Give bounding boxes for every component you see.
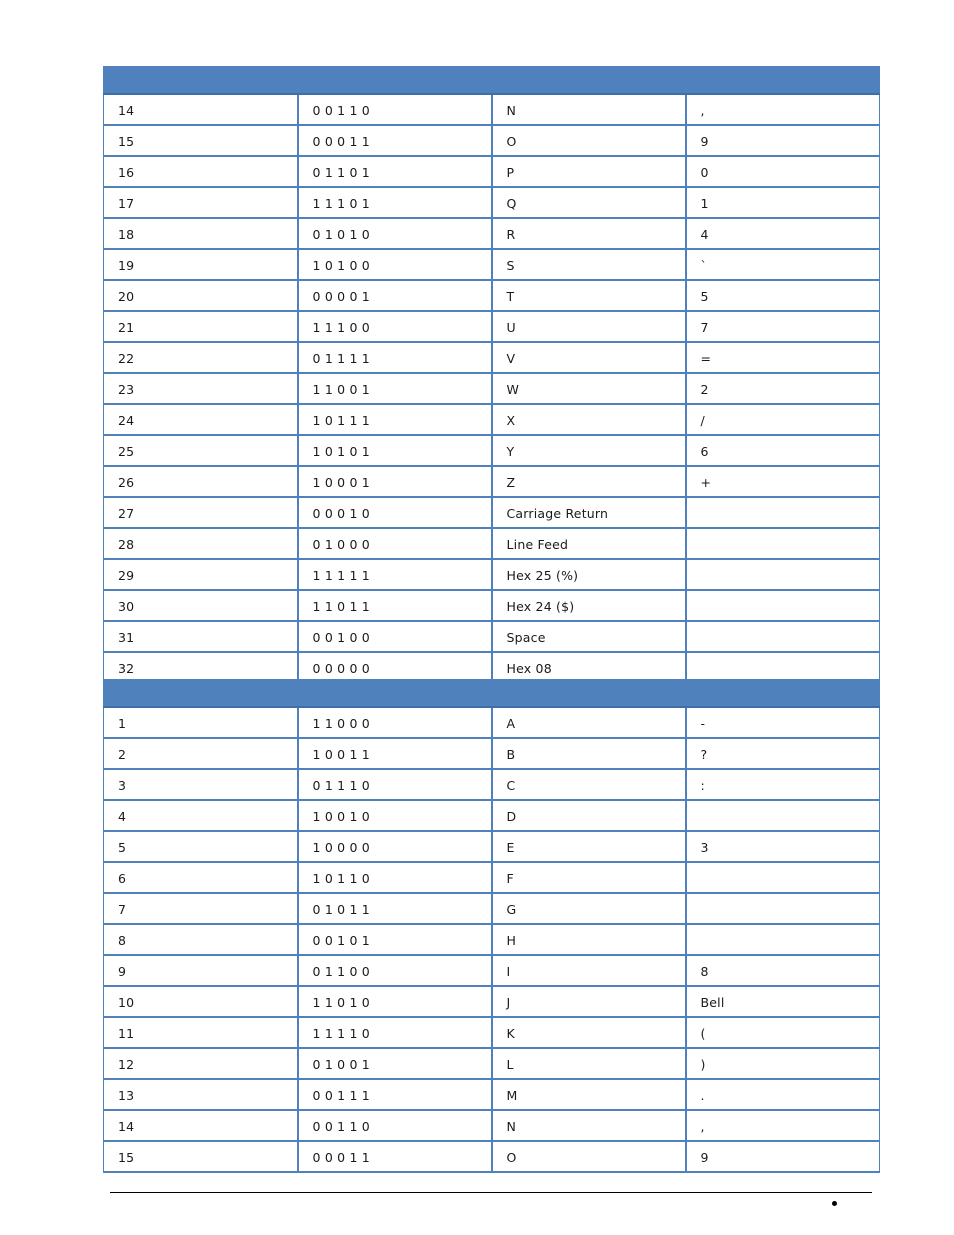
bit-pattern-cell: 1 1 0 0 0: [298, 707, 492, 738]
code-number-cell: 2: [104, 738, 298, 769]
table-row: [104, 1110, 880, 1141]
letters-cell: T: [492, 280, 686, 311]
code-number-cell: 17: [104, 187, 298, 218]
letters-cell: U: [492, 311, 686, 342]
bit-pattern-cell: 0 1 1 1 1: [298, 342, 492, 373]
bit-pattern-cell: 0 1 0 0 0: [298, 528, 492, 559]
letters-cell: H: [492, 924, 686, 955]
letters-cell: N: [492, 94, 686, 125]
bit-pattern-cell: 0 0 1 1 1: [298, 1079, 492, 1110]
letters-cell: A: [492, 707, 686, 738]
code-number-cell: 24: [104, 404, 298, 435]
figures-cell: /: [686, 404, 880, 435]
figures-cell: [686, 497, 880, 528]
figures-cell: 9: [686, 125, 880, 156]
table-row: [104, 893, 880, 924]
figures-cell: [686, 559, 880, 590]
bit-pattern-cell: 1 1 1 1 0: [298, 1017, 492, 1048]
table-row: [104, 342, 880, 373]
bit-pattern-cell: 0 0 1 0 1: [298, 924, 492, 955]
letters-cell: O: [492, 125, 686, 156]
letters-cell: V: [492, 342, 686, 373]
code-number-cell: 4: [104, 800, 298, 831]
bit-pattern-cell: 1 0 0 0 0: [298, 831, 492, 862]
bit-pattern-cell: 1 0 1 1 1: [298, 404, 492, 435]
table-row: [104, 924, 880, 955]
table-row: [104, 187, 880, 218]
table-row: [104, 986, 880, 1017]
bit-pattern-cell: 1 1 0 0 1: [298, 373, 492, 404]
table-row: [104, 404, 880, 435]
code-number-cell: 9: [104, 955, 298, 986]
table-row: [104, 955, 880, 986]
letters-cell: Y: [492, 435, 686, 466]
figures-cell: 0: [686, 156, 880, 187]
bit-pattern-cell: 1 1 0 1 1: [298, 590, 492, 621]
letters-cell: E: [492, 831, 686, 862]
table-row: [104, 373, 880, 404]
letters-cell: X: [492, 404, 686, 435]
table-row: [104, 800, 880, 831]
code-number-cell: 21: [104, 311, 298, 342]
header-cell: [104, 680, 298, 708]
letters-cell: Space: [492, 621, 686, 652]
table-row: [104, 738, 880, 769]
figures-cell: 5: [686, 280, 880, 311]
bit-pattern-cell: 1 1 1 1 1: [298, 559, 492, 590]
code-number-cell: 18: [104, 218, 298, 249]
table-row: [104, 831, 880, 862]
letters-cell: C: [492, 769, 686, 800]
table-row: [104, 621, 880, 652]
table-row: [104, 528, 880, 559]
code-number-cell: 5: [104, 831, 298, 862]
code-number-cell: 30: [104, 590, 298, 621]
code-number-cell: 25: [104, 435, 298, 466]
table-row: [104, 497, 880, 528]
letters-cell: Line Feed: [492, 528, 686, 559]
figures-cell: Bell: [686, 986, 880, 1017]
code-number-cell: 15: [104, 125, 298, 156]
table-row: [104, 559, 880, 590]
code-number-cell: 16: [104, 156, 298, 187]
figures-cell: 6: [686, 435, 880, 466]
code-number-cell: 14: [104, 94, 298, 125]
table-header-row: [104, 680, 880, 708]
figures-cell: 1: [686, 187, 880, 218]
letters-cell: W: [492, 373, 686, 404]
code-number-cell: 11: [104, 1017, 298, 1048]
letters-cell: Hex 24 ($): [492, 590, 686, 621]
code-number-cell: 10: [104, 986, 298, 1017]
figures-cell: ,: [686, 94, 880, 125]
table-row: [104, 218, 880, 249]
code-number-cell: 15: [104, 1141, 298, 1172]
header-cell: [686, 680, 880, 708]
code-number-cell: 7: [104, 893, 298, 924]
letters-cell: N: [492, 1110, 686, 1141]
table-row: [104, 94, 880, 125]
letters-cell: Carriage Return: [492, 497, 686, 528]
table-row: [104, 1079, 880, 1110]
figures-cell: [686, 621, 880, 652]
header-cell: [104, 67, 298, 95]
figures-cell: [686, 924, 880, 955]
table-row: [104, 1048, 880, 1079]
letters-cell: L: [492, 1048, 686, 1079]
footer-bullet-icon: [832, 1201, 837, 1206]
figures-cell: 3: [686, 831, 880, 862]
code-number-cell: 28: [104, 528, 298, 559]
bit-pattern-cell: 0 0 1 1 0: [298, 94, 492, 125]
table-row: [104, 466, 880, 497]
bit-pattern-cell: 1 0 0 1 0: [298, 800, 492, 831]
bit-pattern-cell: 1 0 0 1 1: [298, 738, 492, 769]
bit-pattern-cell: 1 0 1 0 1: [298, 435, 492, 466]
letters-cell: O: [492, 1141, 686, 1172]
code-number-cell: 6: [104, 862, 298, 893]
bit-pattern-cell: 0 0 1 0 0: [298, 621, 492, 652]
figures-cell: [686, 528, 880, 559]
letters-cell: G: [492, 893, 686, 924]
figures-cell: 9: [686, 1141, 880, 1172]
code-number-cell: 29: [104, 559, 298, 590]
figures-cell: `: [686, 249, 880, 280]
figures-cell: ,: [686, 1110, 880, 1141]
code-number-cell: 23: [104, 373, 298, 404]
figures-cell: 4: [686, 218, 880, 249]
code-number-cell: 12: [104, 1048, 298, 1079]
bit-pattern-cell: 0 0 1 1 0: [298, 1110, 492, 1141]
bit-pattern-cell: 1 1 1 0 1: [298, 187, 492, 218]
table-row: [104, 1141, 880, 1172]
table-row: [104, 1017, 880, 1048]
bit-pattern-cell: 0 1 1 0 1: [298, 156, 492, 187]
table-row: [104, 435, 880, 466]
figures-cell: :: [686, 769, 880, 800]
bit-pattern-cell: 0 0 0 1 1: [298, 1141, 492, 1172]
table-row: [104, 156, 880, 187]
bit-pattern-cell: 0 1 0 0 1: [298, 1048, 492, 1079]
letters-cell: S: [492, 249, 686, 280]
header-cell: [492, 67, 686, 95]
figures-cell: 2: [686, 373, 880, 404]
letters-cell: M: [492, 1079, 686, 1110]
figures-cell: ?: [686, 738, 880, 769]
figures-cell: -: [686, 707, 880, 738]
baudot-code-table-continued: [103, 66, 880, 684]
bit-pattern-cell: 1 0 0 0 1: [298, 466, 492, 497]
table-row: [104, 590, 880, 621]
figures-cell: [686, 800, 880, 831]
header-cell: [492, 680, 686, 708]
letters-cell: I: [492, 955, 686, 986]
code-number-cell: 20: [104, 280, 298, 311]
code-number-cell: 13: [104, 1079, 298, 1110]
table-row: [104, 125, 880, 156]
header-cell: [686, 67, 880, 95]
bit-pattern-cell: 0 1 0 1 1: [298, 893, 492, 924]
letters-cell: R: [492, 218, 686, 249]
letters-cell: D: [492, 800, 686, 831]
table-header-row: [104, 67, 880, 95]
letters-cell: Hex 25 (%): [492, 559, 686, 590]
table-row: [104, 280, 880, 311]
figures-cell: [686, 590, 880, 621]
header-cell: [298, 67, 492, 95]
bit-pattern-cell: 0 0 0 0 1: [298, 280, 492, 311]
table-row: [104, 249, 880, 280]
figures-cell: =: [686, 342, 880, 373]
bit-pattern-cell: 0 0 0 0 0: [298, 652, 492, 683]
code-number-cell: 1: [104, 707, 298, 738]
bit-pattern-cell: 1 1 0 1 0: [298, 986, 492, 1017]
letters-cell: Q: [492, 187, 686, 218]
letters-cell: J: [492, 986, 686, 1017]
letters-cell: Hex 08: [492, 652, 686, 683]
code-number-cell: 32: [104, 652, 298, 683]
code-number-cell: 3: [104, 769, 298, 800]
header-cell: [298, 680, 492, 708]
figures-cell: .: [686, 1079, 880, 1110]
table-row: [104, 707, 880, 738]
bit-pattern-cell: 0 0 0 1 0: [298, 497, 492, 528]
baudot-code-table: [103, 679, 880, 1173]
letters-cell: Z: [492, 466, 686, 497]
bit-pattern-cell: 1 0 1 0 0: [298, 249, 492, 280]
figures-cell: 8: [686, 955, 880, 986]
letters-cell: F: [492, 862, 686, 893]
figures-cell: ): [686, 1048, 880, 1079]
figures-cell: [686, 862, 880, 893]
bit-pattern-cell: 0 1 1 1 0: [298, 769, 492, 800]
bit-pattern-cell: 0 1 1 0 0: [298, 955, 492, 986]
letters-cell: K: [492, 1017, 686, 1048]
table-row: [104, 862, 880, 893]
bit-pattern-cell: 1 1 1 0 0: [298, 311, 492, 342]
figures-cell: +: [686, 466, 880, 497]
letters-cell: P: [492, 156, 686, 187]
figures-cell: 7: [686, 311, 880, 342]
code-number-cell: 22: [104, 342, 298, 373]
table-row: [104, 311, 880, 342]
table-row: [104, 769, 880, 800]
letters-cell: B: [492, 738, 686, 769]
code-number-cell: 8: [104, 924, 298, 955]
bit-pattern-cell: 0 0 0 1 1: [298, 125, 492, 156]
footer-rule: [110, 1192, 872, 1193]
figures-cell: [686, 893, 880, 924]
code-number-cell: 27: [104, 497, 298, 528]
code-number-cell: 19: [104, 249, 298, 280]
code-number-cell: 26: [104, 466, 298, 497]
bit-pattern-cell: 0 1 0 1 0: [298, 218, 492, 249]
code-number-cell: 31: [104, 621, 298, 652]
figures-cell: (: [686, 1017, 880, 1048]
bit-pattern-cell: 1 0 1 1 0: [298, 862, 492, 893]
code-number-cell: 14: [104, 1110, 298, 1141]
